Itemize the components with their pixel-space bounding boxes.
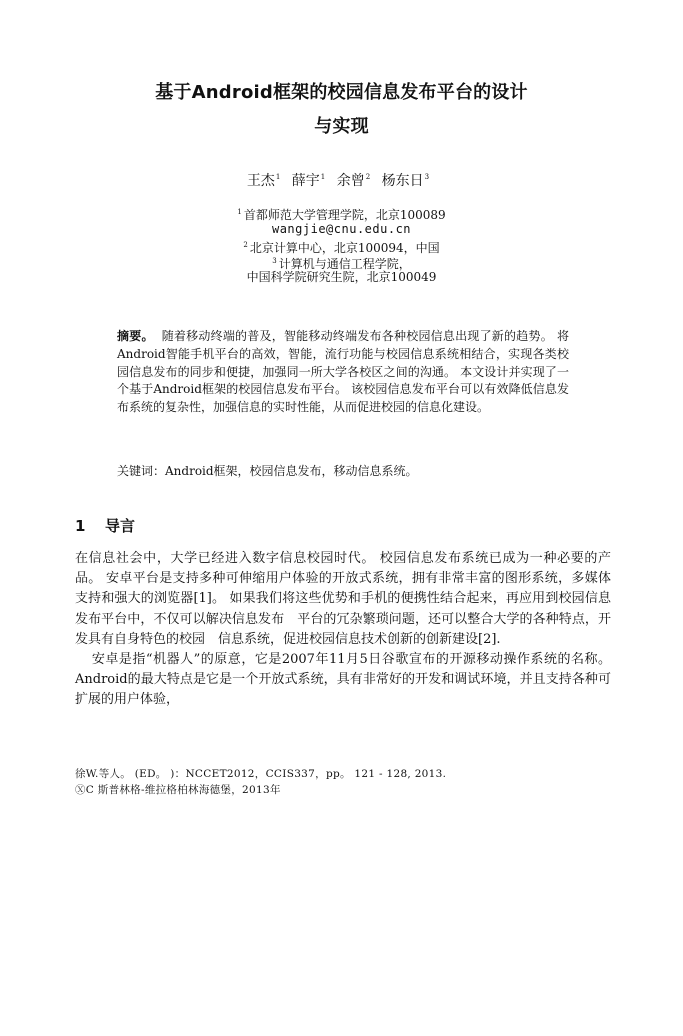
abstract-label: 摘要。 [117,329,154,343]
affiliation-mark: 1 [237,208,242,216]
abstract-text: 随着移动终端的普及，智能移动终端发布各种校园信息出现了新的趋势。 将Android智能手机平台的高效，智能，流行功能与校园信息系统相结合，实现各类校园信息发布的同步和便捷，加强同一所大学各校区之间的沟通。 本文设计并实现了一个基于Android框架的校园信息发布平台。 该校园信息发布平台可以有效降低信息发布系统的复杂性，加强信息的实时性能，从而促进校园的信息化建设。 [117,329,569,415]
affiliation-mark: 2 [243,241,248,249]
affiliation-text: 首都师范大学管理学院，北京100089 [243,208,446,222]
author-name: 杨东日 [381,173,424,189]
author-name: 薛宇 [291,173,320,189]
author-affiliation-mark: 3 [424,173,430,181]
author-list [0,170,683,190]
footnote-citation: 徐W.等人。 (ED。 )：NCCET2012，CCIS337，pp。 121 - 128, 2013. [75,768,447,780]
footnote-copyright: ⓍC 斯普林格-维拉格柏林海德堡，2013年 [75,784,281,796]
author-name: 王杰 [246,173,275,189]
keywords: 关键词：Android框架，校园信息发布，移动信息系统。 [117,464,418,478]
author-affiliation-mark: 2 [365,173,371,181]
affiliation-text: 北京计算中心，北京100094，中国 [249,241,440,255]
paper-title-line-2: 与实现 [314,116,369,137]
author-affiliation-mark: 1 [275,173,281,181]
affiliation-text: 计算机与通信工程学院， [278,257,411,271]
paper-title-line-1: 基于Android框架的校园信息发布平台的设计 [155,82,528,103]
body-paragraph-2: 安卓是指“机器人”的原意，它是2007年11月5日谷歌宣布的开源移动操作系统的名称。 Android的最大特点是它是一个开放式系统，具有非常好的开发和调试环境，并且支持各种可扩展的用户体验， [75,652,611,708]
body-paragraph-1: 在信息社会中，大学已经进入数字信息校园时代。 校园信息发布系统已成为一种必要的产品。 安卓平台是支持多种可伸缩用户体验的开放式系统，拥有非常丰富的图形系统，多媒体支持和强大的浏览器[1]。 如果我们将这些优势和手机的便携性结合起来，再应用到校园信息发布平台中，不仅可以解决信息发布 平台的冗杂繁琐问题，还可以整合大学的各种特点，开发具有自身特色的校园 信息系统，促进校园信息技术创新的创新建设[2]. [75,551,611,647]
section-heading [75,515,135,536]
author-affiliation-mark: 1 [320,173,326,181]
author-email: wangjie@cnu.edu.cn [271,222,412,236]
section-title: 导言 [105,517,136,535]
author-name: 余曾 [336,173,365,189]
body-text [75,549,611,711]
affiliation-mark: 3 [272,257,277,265]
affiliation-3-continued: 中国科学院研究生院，北京100049 [246,270,437,284]
abstract [117,328,569,417]
section-number: 1 [75,517,86,535]
